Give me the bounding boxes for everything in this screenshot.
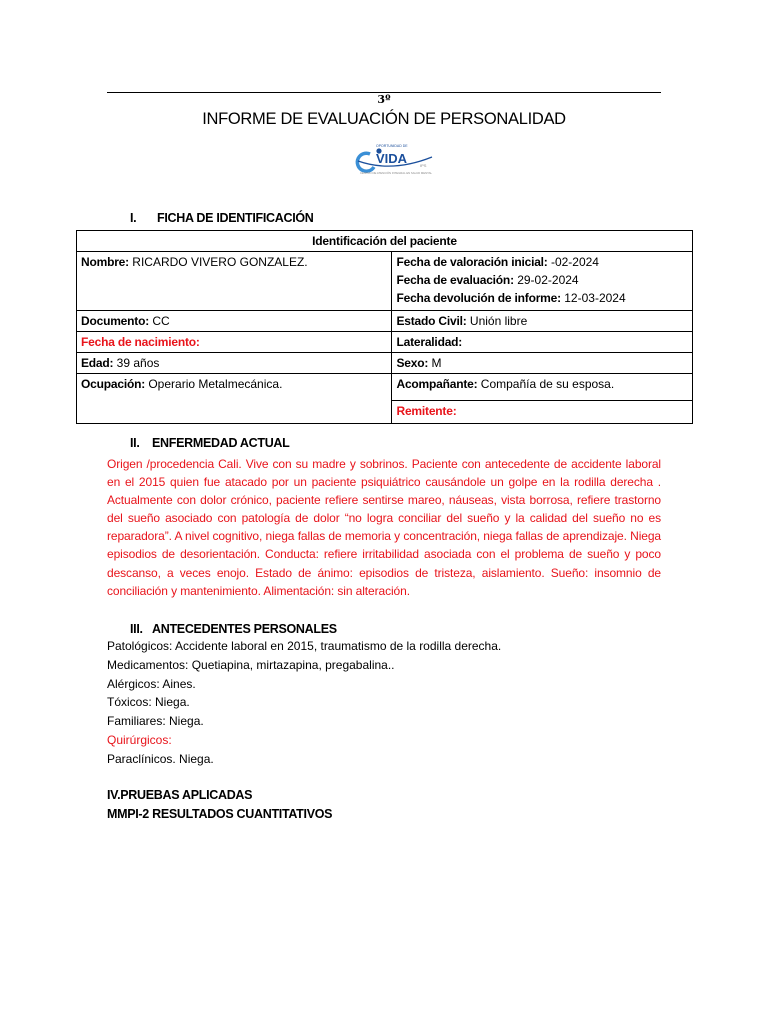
report-title: INFORME DE EVALUACIÓN DE PERSONALIDAD (202, 110, 566, 128)
logo-tagline: CENTRO DE ATENCIÓN INTEGRAL EN SALUD MENTAL (360, 171, 432, 175)
table-row (77, 374, 693, 401)
list-item: Alérgicos: Aines. (107, 676, 196, 691)
remitente-cell: Remitente: (392, 401, 693, 424)
patient-id-table (76, 230, 693, 424)
logo-brand-top: OPORTUNIDAD DE (376, 144, 408, 148)
edad-cell: Edad: 39 años (77, 353, 392, 374)
list-item: Familiares: Niega. (107, 714, 204, 729)
section-enfermedad-heading: II. ENFERMEDAD ACTUAL (130, 436, 290, 450)
list-item: Quirúrgicos: (107, 732, 172, 747)
nombre-cell: Nombre: RICARDO VIVERO GONZALEZ. (77, 252, 392, 311)
acompanante-cell: Acompañante: Compañía de su esposa. (392, 374, 693, 401)
section-ficha-heading: I. FICHA DE IDENTIFICACIÓN (130, 211, 314, 225)
documento-cell: Documento: CC (77, 311, 392, 332)
list-item: Patológicos: Accidente laboral en 2015, traumatismo de la rodilla derecha. (107, 639, 502, 653)
sexo-cell: Sexo: M (392, 353, 693, 374)
section-pruebas-heading: IV.PRUEBAS APLICADAS (107, 788, 253, 802)
table-row (77, 231, 693, 252)
table-row (77, 311, 693, 332)
table-row (77, 332, 693, 353)
table-row (77, 252, 693, 311)
logo-brand-main: VIDA (376, 151, 408, 166)
ocupacion-cell: Ocupación: Operario Metalmecánica. (77, 374, 392, 424)
antecedentes-list (107, 637, 667, 769)
table-header: Identificación del paciente (77, 231, 693, 252)
estado-civil-cell: Estado Civil: Unión libre (392, 311, 693, 332)
section-antecedentes-heading: III. ANTECEDENTES PERSONALES (130, 622, 337, 636)
lateralidad-cell: Lateralidad: (392, 332, 693, 353)
page-number: 3º (377, 93, 391, 106)
enfermedad-actual-text: Origen /procedencia Cali. Vive con su madre y sobrinos. Paciente con antecedente de accidente laboral en el 2015 quien fue atacado por un paciente psiquiátrico causándole un golpe en la rodilla derecha . Actualmente con dolor crónico, paciente refiere sentirse mareo, náuseas, vista borrosa, refiere trastorno del sueño asociado con patología de dolor “no logra conciliar del sueño y la calidad del sueño no es reparadora”. A nivel cognitivo, niega fallas de memoria y concentración, niega fallas de aprendizaje. Niega episodios de desorientación. Conducta: refiere irritabilidad asociada con el problema de sueño y poco descanso, a veces enojo. Estado de ánimo: episodios de tristeza, aislamiento. Sueño: insomnio de conciliación y mantenimiento. Alimentación: sin alteración. (107, 457, 661, 598)
table-row (77, 353, 693, 374)
list-item: Paraclínicos. Niega. (107, 751, 214, 766)
logo-brand-suffix: IPS (420, 163, 427, 168)
list-item: Medicamentos: Quetiapina, mirtazapina, pregabalina.. (107, 657, 395, 672)
list-item: Tóxicos: Niega. (107, 695, 190, 710)
section-pruebas-subtitle: MMPI-2 RESULTADOS CUANTITATIVOS (107, 807, 333, 821)
fechas-cell: Fecha de valoración inicial: -02-2024 Fecha de evaluación: 29-02-2024 Fecha devolución de informe: 12-03-2024 (392, 252, 693, 311)
ips-logo (352, 141, 440, 189)
fecha-nacimiento-cell: Fecha de nacimiento: (77, 332, 392, 353)
